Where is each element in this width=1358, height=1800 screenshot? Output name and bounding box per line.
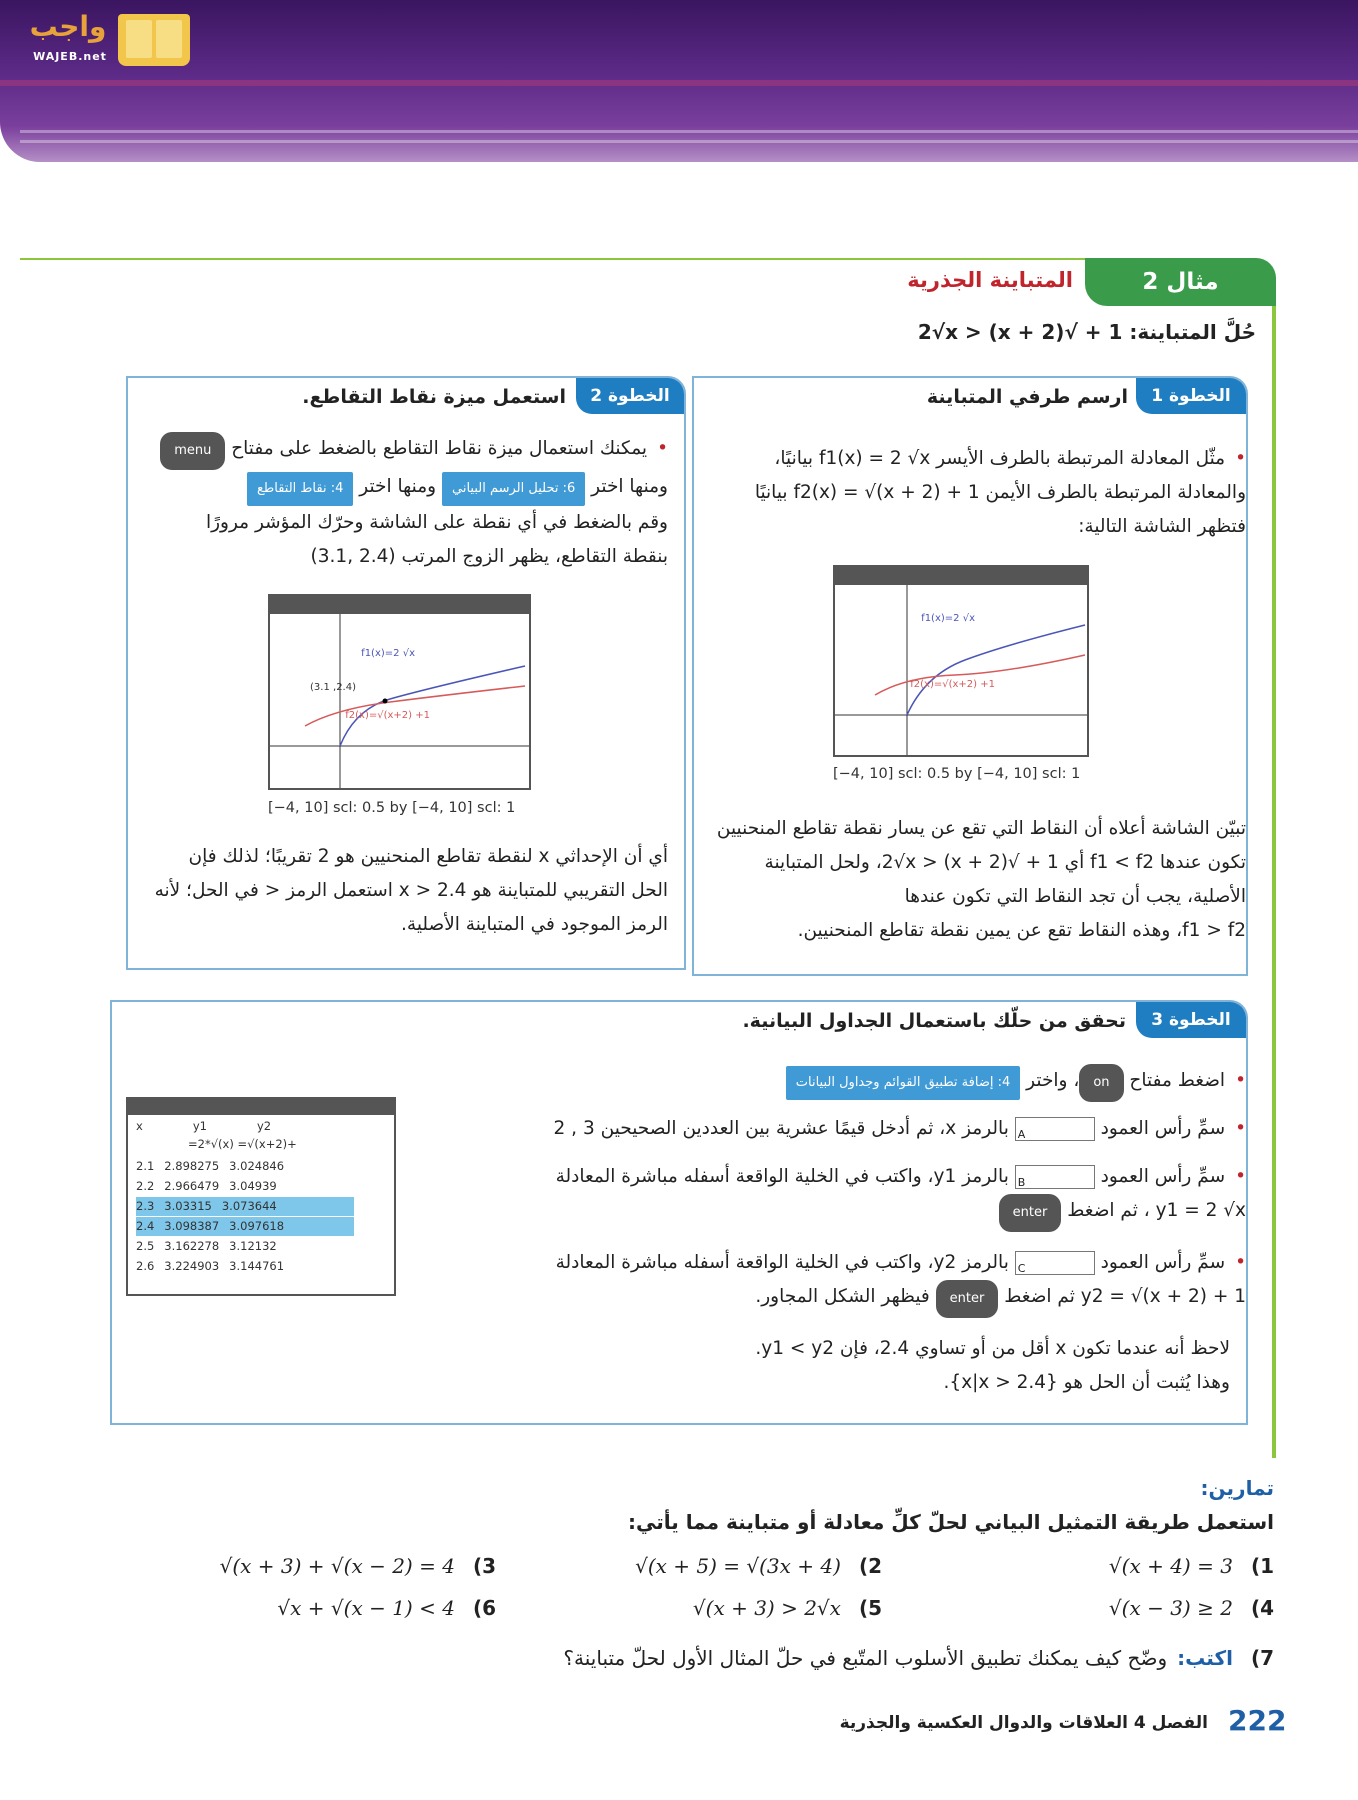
intersection-point <box>383 699 388 704</box>
table-row: 2.1 2.898275 3.024846 <box>136 1159 285 1173</box>
step1-line: والمعادلة المرتبطة بالطرف الأيمن f2(x) = √(x + 2) + 1 بيانيًا <box>754 482 1246 503</box>
table-head-cell: y1 <box>192 1119 207 1133</box>
logo-text: واجب <box>29 10 107 43</box>
exercise-item: 6)√x + √(x − 1) < 4 <box>277 1596 496 1620</box>
step2-title: استعمل ميزة نقاط التقاطع. <box>302 386 566 408</box>
table-header <box>136 1117 354 1136</box>
exercise-item: 4)√(x − 3) ≥ 2 <box>1108 1596 1274 1620</box>
chapter-title: الفصل 4 العلاقات والدوال العكسية والجذرية <box>839 1713 1208 1733</box>
table-head-cell: y2 <box>256 1119 272 1133</box>
example-statement: حُلَّ المتباينة: 1 + √(x + 2) < 2√x <box>917 320 1256 344</box>
step1-text <box>686 442 1246 544</box>
exercise-item: 1)√(x + 4) = 3 <box>1108 1554 1274 1578</box>
f2-label: f2(x)=√(x+2) +1 <box>345 710 430 721</box>
intersection-menu-item[interactable]: 4: نقاط التقاطع <box>247 472 353 506</box>
table-row: 2.6 3.224903 3.144761 <box>136 1259 285 1273</box>
column-a-box[interactable]: A <box>1015 1117 1095 1141</box>
page-number: 222 <box>1228 1704 1287 1737</box>
step3-notes <box>430 1332 1230 1400</box>
exercises-title: تمارين: <box>1200 1476 1274 1500</box>
point-label: (2.4, 3.1) <box>310 682 356 693</box>
step2-graph-screen <box>268 594 531 790</box>
step3-line: • سمِّ رأس العمود A بالرمز x، ثم أدخل قيمًا عشرية بين العددين الصحيحين 3 , 2 <box>446 1112 1246 1146</box>
step3-line: • سمِّ رأس العمود B بالرمز y1، واكتب في الخلية الواقعة أسفله مباشرة المعادلة <box>446 1160 1246 1194</box>
step1-after-line: f1 > f2، وهذه النقاط تقع عن يمين نقطة تقاطع المنحنيين. <box>797 920 1246 941</box>
step2-after <box>138 840 668 942</box>
header-banner <box>0 0 1358 162</box>
example-title: المتباينة الجذرية <box>907 268 1073 292</box>
step2-text <box>138 432 668 574</box>
step3-note: لاحظ أنه عندما تكون x أقل من أو تساوي 2.4، فإن y1 < y2. <box>755 1338 1230 1359</box>
exercise-item: 5)√(x + 3) > 2√x <box>692 1596 882 1620</box>
column-b-box[interactable]: B <box>1015 1165 1095 1189</box>
banner-band <box>0 80 1358 86</box>
step3-tag: الخطوة 3 <box>1136 1002 1246 1038</box>
step2-line: ومنها اختر 6: تحليل الرسم البياني ومنها اختر 4: نقاط التقاطع <box>138 470 668 506</box>
step3-b4 <box>446 1246 1246 1318</box>
step2-after-line: أي أن الإحداثي x لنقطة تقاطع المنحنيين هو 2 تقريبًا؛ لذلك فإن <box>188 846 668 867</box>
column-c-box[interactable]: C <box>1015 1251 1095 1275</box>
step3-line: • اضغط مفتاح on، واختر 4: إضافة تطبيق القوائم وجداول البيانات <box>446 1064 1246 1102</box>
step1-tag: الخطوة 1 <box>1136 378 1246 414</box>
menu-key[interactable]: menu <box>160 432 225 470</box>
enter-key[interactable]: enter <box>999 1194 1062 1232</box>
spreadsheet-screenshot <box>126 1097 396 1296</box>
table-formula: =2*√(x) =√(x+2)+ <box>188 1137 297 1151</box>
step3-line: y2 = √(x + 2) + 1 ثم اضغط enter فيظهر الشكل المجاور. <box>446 1280 1246 1318</box>
step3-line: y1 = 2 √x ، ثم اضغط enter <box>446 1194 1246 1232</box>
step1-graph <box>835 585 1087 755</box>
table-row: 2.3 3.03315 3.073644 <box>136 1197 354 1216</box>
enter-key[interactable]: enter <box>936 1280 999 1318</box>
step1-after-line: تبيّن الشاشة أعلاه أن النقاط التي تقع عن يسار نقطة تقاطع المنحنيين <box>716 818 1246 839</box>
step3-b3 <box>446 1160 1246 1232</box>
step1-title: ارسم طرفي المتباينة <box>926 386 1128 408</box>
exercises-intro: استعمل طريقة التمثيل البياني لحلّ كلِّ معادلة أو متباينة مما يأتي: <box>628 1510 1274 1534</box>
table-head-cell: x <box>136 1119 143 1133</box>
step2-tag: الخطوة 2 <box>576 378 684 414</box>
banner-stripe <box>20 140 1358 143</box>
graph-analysis-menu-item[interactable]: 6: تحليل الرسم البياني <box>442 472 585 506</box>
step2-graph <box>270 614 529 788</box>
lists-spreadsheet-menu-item[interactable]: 4: إضافة تطبيق القوائم وجداول البيانات <box>786 1066 1021 1100</box>
exercise-item: 3)√(x + 3) + √(x − 2) = 4 <box>219 1554 496 1578</box>
table-row: 2.5 3.162278 3.12132 <box>136 1239 277 1253</box>
step1-graph-screen <box>833 565 1089 757</box>
step2-line: • يمكنك استعمال ميزة نقاط التقاطع بالضغط على مفتاح menu <box>138 432 668 470</box>
screen-toolbar <box>128 1099 394 1115</box>
table-row: 2.2 2.966479 3.04939 <box>136 1179 277 1193</box>
logo-subtext: WAJEB.net <box>33 50 107 63</box>
step2-line: بنقطة التقاطع، يظهر الزوج المرتب (2.4 ,3.1) <box>310 546 668 567</box>
f2-label: f2(x)=√(x+2) +1 <box>910 679 995 690</box>
step1-after-line: تكون عندها f1 < f2 أي 1 + √(x + 2) < 2√x، ولحل المتباينة <box>764 852 1246 873</box>
wajeb-logo[interactable] <box>8 6 188 68</box>
curve-f1 <box>907 625 1085 715</box>
screen-toolbar <box>270 596 529 614</box>
table-row: 2.4 3.098387 3.097618 <box>136 1217 354 1236</box>
step3-note: وهذا يُثبت أن الحل هو {x|x > 2.4}. <box>943 1372 1230 1393</box>
step1-line: • مثّل المعادلة المرتبطة بالطرف الأيسر f1(x) = 2 √x بيانيًا، <box>686 442 1246 476</box>
f1-label: f1(x)=2 √x <box>361 648 415 659</box>
exercise-item: 2)√(x + 5) = √(3x + 4) <box>635 1554 882 1578</box>
f1-label: f1(x)=2 √x <box>921 613 975 624</box>
banner-stripe <box>20 130 1358 133</box>
step2-after-line: الرمز الموجود في المتباينة الأصلية. <box>401 914 668 935</box>
on-key[interactable]: on <box>1079 1064 1123 1102</box>
step2-caption: [−4, 10] scl: 0.5 by [−4, 10] scl: 1 <box>268 800 516 816</box>
book-icon <box>118 14 190 66</box>
step2-line: وقم بالضغط في أي نقطة على الشاشة وحرّك المؤشر مرورًا <box>205 512 668 533</box>
example-label: مثال 2 <box>1085 258 1276 306</box>
step1-line: فتظهر الشاشة التالية: <box>1078 516 1246 537</box>
exercise-7: 7)اكتب:وضّح كيف يمكنك تطبيق الأسلوب المتّبع في حلّ المثال الأول لحلّ متباينة؟ <box>563 1646 1274 1670</box>
step3-line: • سمِّ رأس العمود C بالرمز y2، واكتب في الخلية الواقعة أسفله مباشرة المعادلة <box>446 1246 1246 1280</box>
step3-b1 <box>446 1064 1246 1102</box>
step1-after-line: الأصلية، يجب أن تجد النقاط التي تكون عندها <box>904 886 1246 907</box>
screen-toolbar <box>835 567 1087 585</box>
step3-title: تحقق من حلّك باستعمال الجداول البيانية. <box>742 1010 1126 1032</box>
step1-caption: [−4, 10] scl: 0.5 by [−4, 10] scl: 1 <box>833 766 1081 782</box>
step3-b2 <box>446 1112 1246 1146</box>
step2-after-line: الحل التقريبي للمتباينة هو x > 2.4 استعمل الرمز < في الحل؛ لأنه <box>154 880 668 901</box>
